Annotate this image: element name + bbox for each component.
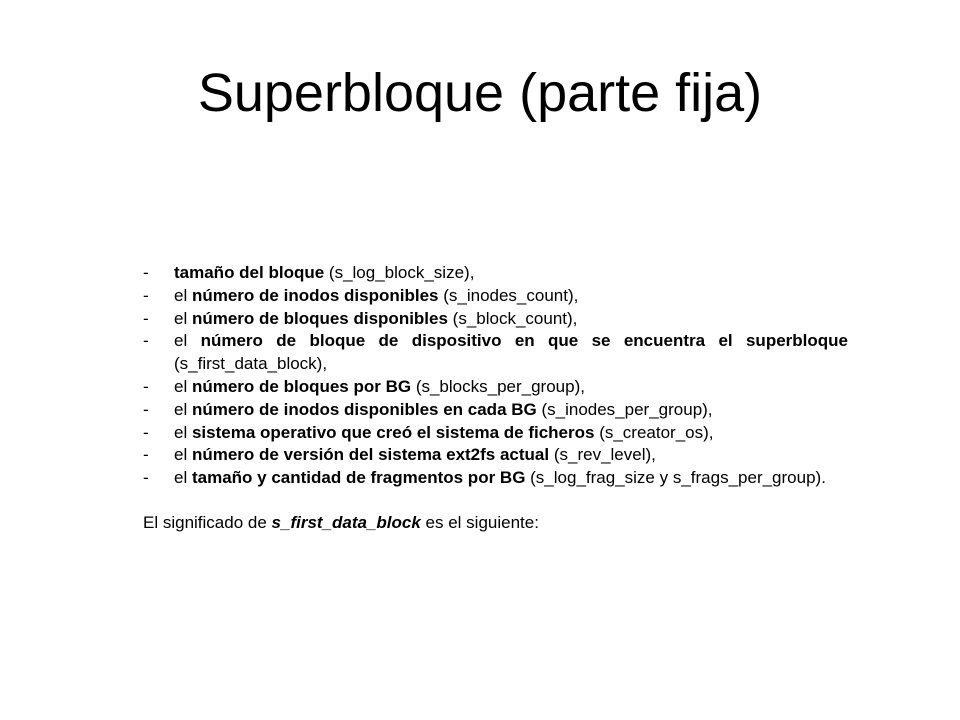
item-text: el [174,376,192,396]
list-item [143,467,848,490]
bullet-dash: - [143,308,149,328]
slide-body [143,262,848,549]
slide-title: Superbloque (parte fija) [197,63,763,123]
item-field-name: (s_first_data_block), [174,354,328,374]
significance-text: El significado de [143,512,272,532]
item-text: el [174,331,201,351]
list-item [143,399,848,422]
list-item [143,422,848,445]
item-bold-text: número de bloques disponibles [191,308,448,328]
item-field-name: (s_log_block_size), [324,263,475,282]
list-item [143,262,848,285]
significance-line [143,512,848,535]
item-bold-text: número de inodos disponibles [191,285,439,305]
item-bold-text: tamaño y cantidad de fragmentos por BG [191,468,526,488]
bullet-dash: - [143,445,149,465]
item-text: el [174,285,192,305]
bullet-dash: - [143,422,149,442]
item-text: el [174,445,192,465]
bullet-dash: - [143,376,149,396]
item-field-name: (s_blocks_per_group), [411,376,585,396]
bullet-dash: - [143,263,149,282]
list-item [143,285,848,308]
item-text: el [174,399,192,419]
item-field-name: (s_inodes_per_group), [536,399,713,419]
bullet-dash: - [143,285,149,305]
item-field-name: (s_creator_os), [594,422,714,442]
bullet-dash: - [143,399,149,419]
item-text: el [174,308,192,328]
item-bold-text: sistema operativo que creó el sistema de ficheros [191,422,595,442]
item-bold-text: número de bloque de dispositivo en que se encuentra el superbloque [200,331,848,351]
item-text: el [174,422,192,442]
significance-suffix: es el siguiente: [420,512,539,532]
item-bold-text: número de bloques por BG [191,376,412,396]
item-text: el [174,468,192,488]
superblock-field-list [143,262,848,490]
item-bold-text: número de inodos disponibles en cada BG [191,399,537,419]
item-field-name: (s_log_frag_size y s_frags_per_group). [525,468,826,488]
list-item [143,376,848,399]
list-item [143,444,848,467]
item-bold-text: número de versión del sistema ext2fs actual [191,445,550,465]
item-field-name: (s_block_count), [447,308,578,328]
item-bold-text: tamaño del bloque [174,263,325,282]
bullet-dash: - [143,331,149,351]
item-field-name: (s_inodes_count), [438,285,579,305]
list-item [143,308,848,331]
bullet-dash: - [143,468,149,488]
significance-field: s_first_data_block [271,512,421,532]
item-field-name: (s_rev_level), [549,445,656,465]
list-item [143,330,848,376]
